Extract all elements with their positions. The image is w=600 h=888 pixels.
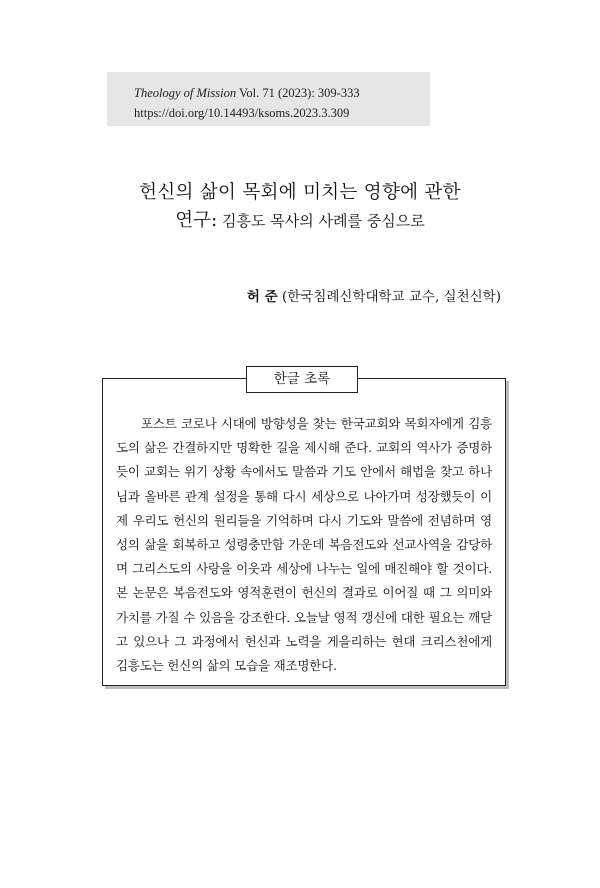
title-lead: 연구: [175,210,218,231]
author-affiliation: (한국침례신학대학교 교수, 실천신학) [281,289,501,305]
author-name: 허 준 [246,289,278,305]
abstract-heading: 한글 초록 [246,366,358,393]
author-line [247,285,501,305]
journal-header [107,72,430,126]
article-title-line2 [0,206,600,232]
journal-name: Theology of Mission [134,86,237,100]
subtitle: 김흥도 목사의 사례를 중심으로 [222,212,425,230]
doi-link[interactable]: https://doi.org/10.14493/ksoms.2023.3.309 [134,106,350,120]
volume-pages: Vol. 71 (2023): 309-333 [239,86,360,100]
article-title-line1: 헌신의 삶이 목회에 미치는 영향에 관한 [139,182,461,203]
citation-line [134,83,430,103]
abstract-text: 포스트 코로나 시대에 방향성을 찾는 한국교회와 목회자에게 김흥도의 삶은 간결하지만 명확한 길을 제시해 준다. 교회의 역사가 증명하듯이 교회는 위기 상황 속에서도 말씀과 기도 안에서 해법을 찾고 하나님과 올바른 관계 설정을 통해 다시 세상으로 나아가며 성장했듯이 이제 우리도 헌신의 원리들을 기억하며 다시 기도와 말씀에 전념하며 영성의 삶을 회복하고 성령충만함 가운데 복음전도와 선교사역을 감당하며 그리스도의 사랑을 이웃과 세상에 나누는 일에 매진해야 할 것이다. 본 논문은 복음전도와 영적훈련이 헌신의 결과로 이어질 때 그 의미와 가치를 가질 수 있음을 강조한다. 오늘날 영적 갱신에 대한 필요는 깨닫고 있으나 그 과정에서 헌신과 노력을 게을리하는 현대 크리스천에게 김흥도는 헌신의 삶의 모습을 재조명한다. [116,416,492,674]
